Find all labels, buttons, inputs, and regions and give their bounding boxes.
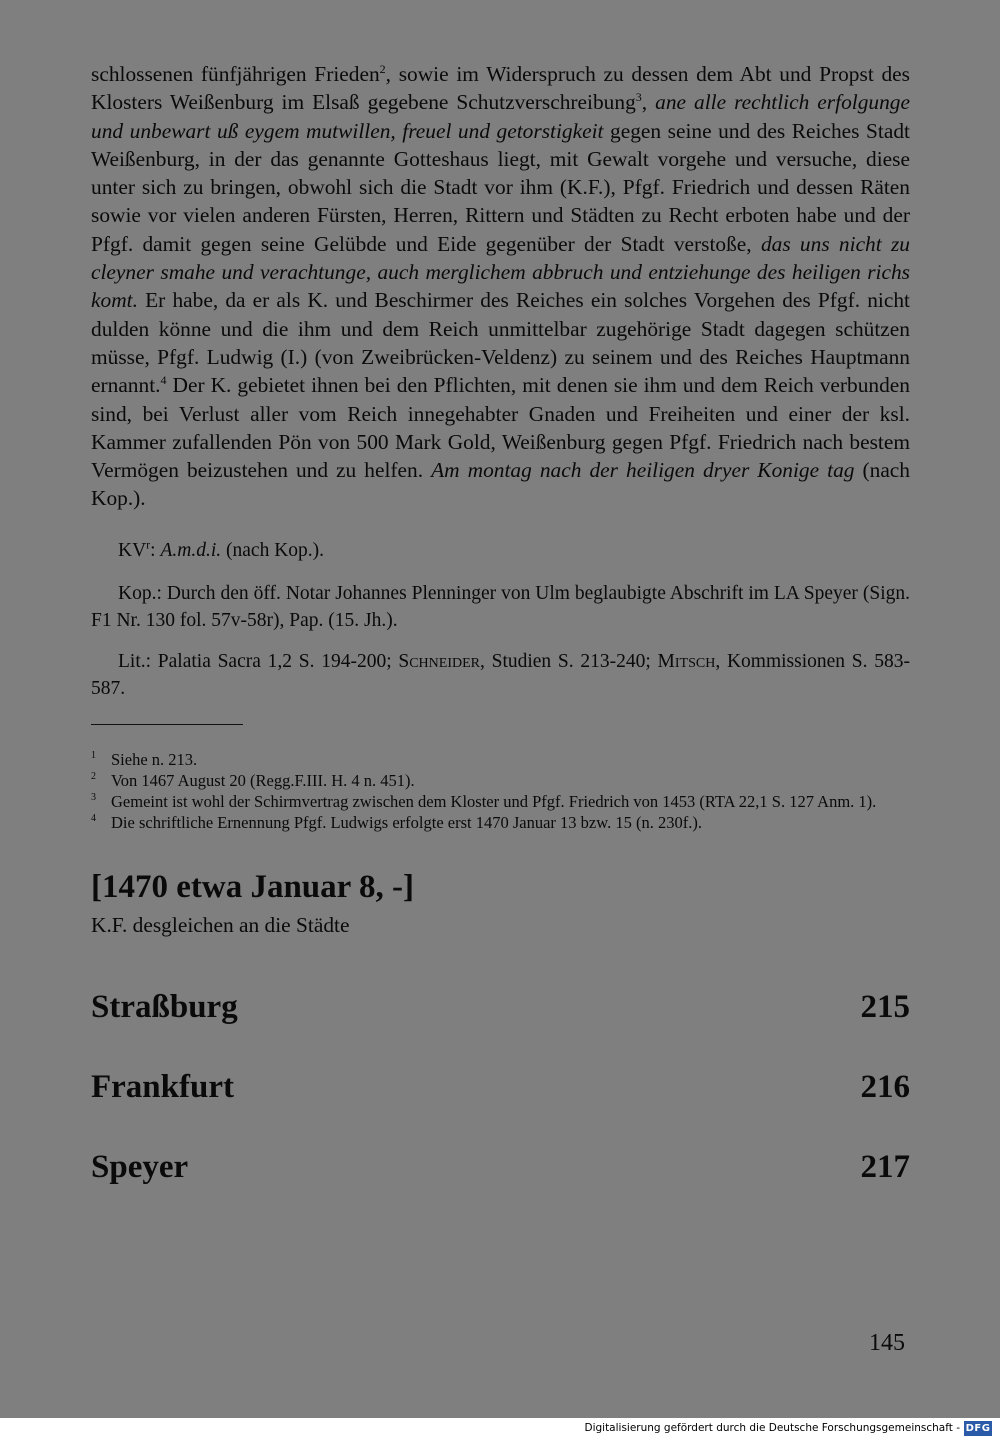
footnote [91,770,910,791]
footnote-text: Gemeint ist wohl der Schirmvertrag zwischen dem Kloster und Pfgf. Friedrich von 1453 (RTA 22,1 S. 127 Anm. 1). [111,791,877,811]
recipient-row [91,1147,910,1227]
footnote [91,812,910,833]
footnote-number: 3 [91,791,96,803]
footnotes-list [91,749,910,833]
body-text-segment: Der K. gebietet ihnen bei den Pflichten, mit denen sie ihm und dem Reich verbunden sind, bei Verlust aller vom Reich innegehabter Gnaden und Freiheiten und einer der ksl. Kammer zufallenden Pön von 500 Mark Gold, Weißenburg gegen Pfgf. Friedrich nach bestem Vermögen beizustehen und zu helfen. [91,373,910,483]
page-number: 145 [869,1330,905,1356]
footer-bar [0,1418,1000,1439]
footnote-number: 2 [91,770,96,782]
recipient-number: 217 [860,1148,910,1185]
body-text-segment: , [641,90,656,115]
footnote-ref-4: 4 [160,373,167,388]
footnote-divider [91,724,243,725]
footnote-number: 4 [91,812,96,824]
quotation-italic: das uns nicht zu cleyner smahe und verachtunge, auch merglichem abbruch und entziehunge des heiligen richs komt. [91,231,910,313]
recipients-list [91,987,910,1227]
footnote-number: 1 [91,749,96,761]
entry-date-heading: [1470 etwa Januar 8, -] [91,868,414,905]
copy-note: Kop.: Durch den öff. Notar Johannes Plenninger von Ulm beglaubigte Abschrift im LA Speyer (Sign. F1 Nr. 130 fol. 57v-58r), Pap. (15. Jh.). [91,582,910,631]
body-text-segment: (nach Kop.). [91,458,911,511]
recipient-row [91,987,910,1067]
kanzleivermerk-note: $KV^r$: A.m.d.i. (nach Kop.). [118,537,325,561]
footnote [91,791,910,812]
recipient-name: Speyer [91,1148,189,1185]
recipient-number: 216 [860,1068,910,1105]
regest-body-text [91,60,910,513]
footnote-text: Von 1467 August 20 (Regg.F.III. H. 4 n. 451). [111,770,415,790]
body-text-segment: , sowie im Widerspruch zu dessen dem Abt und Propst des Klosters Weißenburg im Elsaß gegebene Schutzverschreibung [91,62,910,115]
entry-subheading: K.F. desgleichen an die Städte [91,912,350,937]
author-mitsch: Mitsch [657,650,716,672]
page-content [91,60,910,1227]
body-text-segment: schlossenen fünfjährigen Frieden [91,62,380,86]
recipient-name: Frankfurt [91,1068,234,1105]
recipient-number: 215 [860,988,910,1025]
recipient-row [91,1067,910,1147]
footnote-ref-2: 2 [379,61,386,76]
recipient-name: Straßburg [91,988,238,1025]
body-text-segment: gegen seine und des Reiches Stadt Weißenburg, in der das genannte Gotteshaus liegt, mit Gewalt vorgehe und versuche, diese unter sich zu bringen, obwohl sich die Stadt vor ihm (K.F.), Pfgf. Friedrich und dessen Räten sowie vor vielen anderen Fürsten, Herren, Rittern und Städten zu Recht erboten habe und der Pfgf. damit gegen seine Gelübde und Eide gegenüber der Stadt verstoße, [91,118,910,256]
date-quotation-italic: Am montag nach der heiligen dryer Konige tag [431,458,855,483]
author-schneider: Schneider [398,650,480,672]
body-text-segment: Er habe, da er als K. und Beschirmer des Reiches ein solches Vorgehen des Pfgf. nicht dulden könne und die ihm und dem Reich unmittelbar zugehörige Stadt dagegen schützen müsse, Pfgf. Ludwig (I.) (von Zweibrücken-Veldenz) zu seinem und des Reiches Hauptmann ernannt. [91,288,910,398]
dfg-logo: DFG [965,1423,991,1434]
footnote-ref-3: 3 [635,90,642,105]
literature-note: Lit.: Palatia Sacra 1,2 S. 194-200; Schneider, Studien S. 213-240; Mitsch, Kommissionen S. 583-587. [91,650,910,699]
footnote [91,749,910,770]
quotation-italic: ane alle rechtlich erfolgunge und unbewart uß eygem mutwillen, freuel und getorstigkeit [91,90,910,143]
footnote-text: Die schriftliche Ernennung Pfgf. Ludwigs erfolgte erst 1470 Januar 13 bzw. 15 (n. 230f.). [111,812,702,832]
footer-credit-text: Digitalisierung gefördert durch die Deutsche Forschungsgemeinschaft - [584,1422,960,1434]
footnote-text: Siehe n. 213. [111,749,198,769]
